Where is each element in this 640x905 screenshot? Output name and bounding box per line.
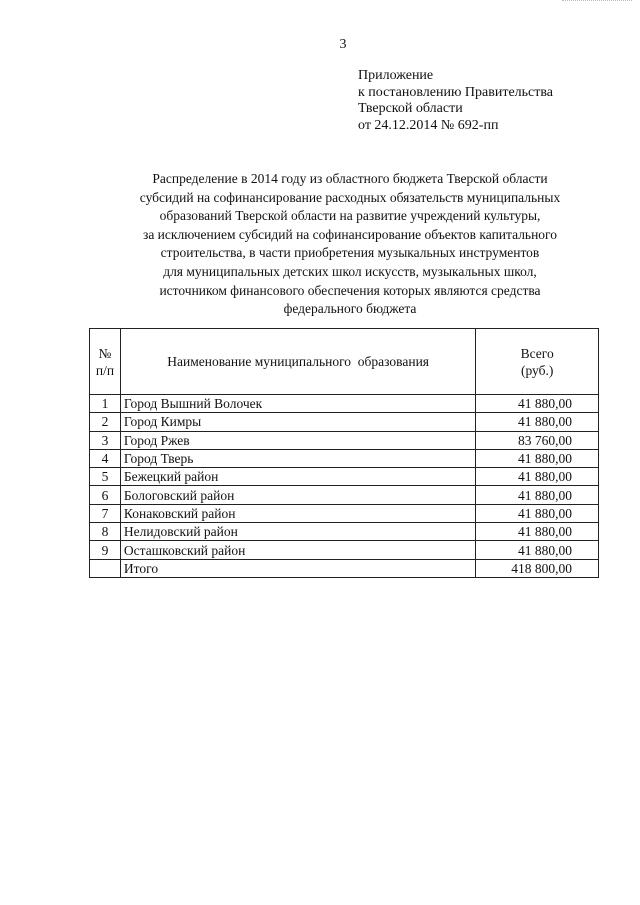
table-row	[90, 395, 599, 413]
header-total-line2: (руб.)	[520, 362, 554, 378]
title-line: образований Тверской области на развитие учреждений культуры,	[159, 208, 541, 224]
title-line: для муниципальных детских школ искусств, музыкальных школ,	[163, 263, 537, 279]
title-line: Распределение в 2014 году из областного бюджета Тверской области	[152, 171, 548, 186]
total-row-num	[90, 559, 121, 577]
title-line: источником финансового обеспечения которых являются средства	[159, 282, 541, 298]
page-number: 3	[339, 37, 347, 52]
row-num: 9	[90, 541, 121, 559]
title-line: федерального бюджета	[283, 301, 417, 317]
row-name: Осташковский район	[120, 541, 475, 559]
row-name: Город Вышний Волочек	[120, 395, 475, 413]
table-row	[90, 468, 599, 486]
row-num: 3	[90, 431, 121, 449]
header-total	[476, 329, 599, 395]
row-total: 41 880,00	[476, 468, 599, 486]
row-num: 1	[90, 395, 121, 413]
distribution-table	[89, 328, 599, 578]
row-num: 2	[90, 413, 121, 431]
table-row	[90, 504, 599, 522]
table-row	[90, 486, 599, 504]
title-line: за исключением субсидий на софинансирование объектов капитального	[142, 226, 558, 242]
appendix-line: к постановлению Правительства	[358, 84, 554, 100]
row-name: Город Ржев	[120, 431, 475, 449]
total-row-label: Итого	[120, 559, 475, 577]
header-num-line1: №	[98, 345, 112, 361]
row-num: 7	[90, 504, 121, 522]
row-total: 41 880,00	[476, 449, 599, 467]
table-row	[90, 523, 599, 541]
appendix-line: Тверской области	[358, 101, 463, 116]
appendix-line: от 24.12.2014 № 692-пп	[358, 117, 499, 133]
row-total: 41 880,00	[476, 504, 599, 522]
appendix-line: Приложение	[358, 68, 434, 83]
row-num: 8	[90, 523, 121, 541]
header-num	[90, 329, 121, 395]
row-num: 5	[90, 468, 121, 486]
row-name: Бологовский район	[120, 486, 475, 504]
scan-edge-mark	[562, 0, 632, 3]
row-name: Город Тверь	[120, 449, 475, 467]
appendix-block	[358, 68, 553, 134]
row-total: 41 880,00	[476, 486, 599, 504]
row-num: 6	[90, 486, 121, 504]
total-row-sum: 418 800,00	[476, 559, 599, 577]
title-line: субсидий на софинансирование расходных обязательств муниципальных	[139, 189, 561, 205]
table-row	[90, 449, 599, 467]
header-num-line2: п/п	[95, 362, 115, 378]
table-header-row	[90, 329, 599, 395]
table-row	[90, 413, 599, 431]
row-total: 83 760,00	[476, 431, 599, 449]
table-total-row	[90, 559, 599, 577]
row-name: Город Кимры	[120, 413, 475, 431]
row-total: 41 880,00	[476, 395, 599, 413]
table-row	[90, 431, 599, 449]
header-name: Наименование муниципального образования	[120, 329, 475, 395]
row-num: 4	[90, 449, 121, 467]
row-name: Конаковский район	[120, 504, 475, 522]
row-name: Бежецкий район	[120, 468, 475, 486]
table-row	[90, 541, 599, 559]
header-total-line1: Всего	[520, 345, 554, 361]
row-total: 41 880,00	[476, 523, 599, 541]
row-name: Нелидовский район	[120, 523, 475, 541]
document-title	[100, 170, 600, 319]
row-total: 41 880,00	[476, 541, 599, 559]
row-total: 41 880,00	[476, 413, 599, 431]
title-line: строительства, в части приобретения музыкальных инструментов	[160, 245, 540, 261]
